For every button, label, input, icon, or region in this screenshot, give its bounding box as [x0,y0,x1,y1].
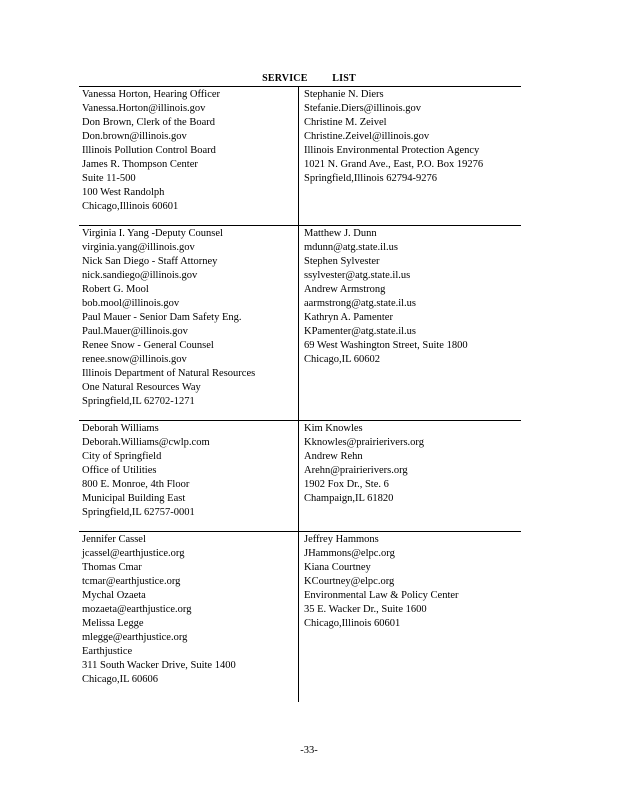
entry-line: Vanessa.Horton@illinois.gov [82,103,206,114]
entry-line: 1902 Fox Dr., Ste. 6 [304,479,389,490]
entry-line: Chicago,IL 60606 [82,674,159,685]
entry-line: Earthjustice [82,646,133,657]
entry-line: One Natural Resources Way [82,382,201,393]
service-entry-left [79,226,298,420]
entry-line: mdunn@atg.state.il.us [304,242,398,253]
page-title: SERVICE LIST [262,73,356,84]
entry-line: Illinois Pollution Control Board [82,145,216,156]
entry-line: Champaign,IL 61820 [304,493,394,504]
entry-line: 100 West Randolph [82,187,165,198]
entry-line: Thomas Cmar [82,562,142,573]
entry-line: aarmstrong@atg.state.il.us [304,298,417,309]
service-list-row [79,532,521,702]
entry-line: Stephanie N. Diers [304,89,384,100]
service-entry-right [298,226,521,420]
entry-line: James R. Thompson Center [82,159,198,170]
entry-line: Andrew Armstrong [304,284,386,295]
entry-line: Suite 11-500 [82,173,136,184]
entry-line: Deborah Williams [82,423,159,434]
entry-line: Melissa Legge [82,618,144,629]
entry-line: Nick San Diego - Staff Attorney [82,256,218,267]
service-list-table [79,86,521,702]
entry-line: Illinois Department of Natural Resources [82,368,256,379]
service-entry-left [79,421,298,531]
service-entry-left [79,87,298,225]
entry-line: 69 West Washington Street, Suite 1800 [304,340,468,351]
service-list-row [79,87,521,226]
entry-line: Matthew J. Dunn [304,228,377,239]
entry-line: Springfield,IL 62702-1271 [82,396,195,407]
entry-line: tcmar@earthjustice.org [82,576,181,587]
entry-line: KCourtney@elpc.org [304,576,395,587]
entry-line: Jennifer Cassel [82,534,146,545]
entry-line: Environmental Law & Policy Center [304,590,459,601]
entry-line: Deborah.Williams@cwlp.com [82,437,210,448]
entry-line: Jeffrey Hammons [304,534,379,545]
entry-line: Kiana Courtney [304,562,371,573]
entry-line: Arehn@prairierivers.org [304,465,408,476]
entry-line: JHammons@elpc.org [304,548,395,559]
entry-line: KPamenter@atg.state.il.us [304,326,417,337]
entry-line: Chicago,Illinois 60601 [82,201,179,212]
service-entry-left [79,532,298,702]
entry-line: mlegge@earthjustice.org [82,632,188,643]
entry-line: Christine.Zeivel@illinois.gov [304,131,430,142]
entry-line: Kathryn A. Pamenter [304,312,393,323]
entry-line: mozaeta@earthjustice.org [82,604,192,615]
entry-line: Andrew Rehn [304,451,363,462]
entry-line: Municipal Building East [82,493,186,504]
entry-line: Robert G. Mool [82,284,149,295]
entry-line: Don Brown, Clerk of the Board [82,117,215,128]
entry-line: 800 E. Monroe, 4th Floor [82,479,190,490]
service-entry-right [298,421,521,531]
entry-line: Vanessa Horton, Hearing Officer [82,89,221,100]
entry-line: Don.brown@illinois.gov [82,131,187,142]
entry-line: Stephen Sylvester [304,256,380,267]
service-list-row [79,421,521,532]
entry-line: 35 E. Wacker Dr., Suite 1600 [304,604,427,615]
entry-line: Kknowles@prairierivers.org [304,437,424,448]
entry-line: Stefanie.Diers@illinois.gov [304,103,421,114]
entry-line: City of Springfield [82,451,162,462]
entry-line: Office of Utilities [82,465,157,476]
entry-line: Illinois Environmental Protection Agency [304,145,480,156]
service-entry-right [298,532,521,702]
entry-line: Paul Mauer - Senior Dam Safety Eng. [82,312,242,323]
entry-line: Mychal Ozaeta [82,590,146,601]
entry-line: ssylvester@atg.state.il.us [304,270,411,281]
service-entry-right [298,87,521,225]
entry-line: 1021 N. Grand Ave., East, P.O. Box 19276 [304,159,484,170]
entry-line: jcassel@earthjustice.org [82,548,185,559]
entry-line: Springfield,Illinois 62794-9276 [304,173,437,184]
entry-line: bob.mool@illinois.gov [82,298,180,309]
entry-line: Kim Knowles [304,423,363,434]
entry-line: Virginia I. Yang -Deputy Counsel [82,228,223,239]
entry-line: Christine M. Zeivel [304,117,387,128]
entry-line: virginia.yang@illinois.gov [82,242,195,253]
entry-line: Renee Snow - General Counsel [82,340,214,351]
entry-line: nick.sandiego@illinois.gov [82,270,198,281]
entry-line: 311 South Wacker Drive, Suite 1400 [82,660,236,671]
entry-line: renee.snow@illinois.gov [82,354,187,365]
entry-line: Springfield,IL 62757-0001 [82,507,195,518]
service-list-row [79,226,521,421]
entry-line: Paul.Mauer@illinois.gov [82,326,188,337]
entry-line: Chicago,Illinois 60601 [304,618,401,629]
entry-line: Chicago,IL 60602 [304,354,381,365]
page-number: -33- [300,745,318,756]
